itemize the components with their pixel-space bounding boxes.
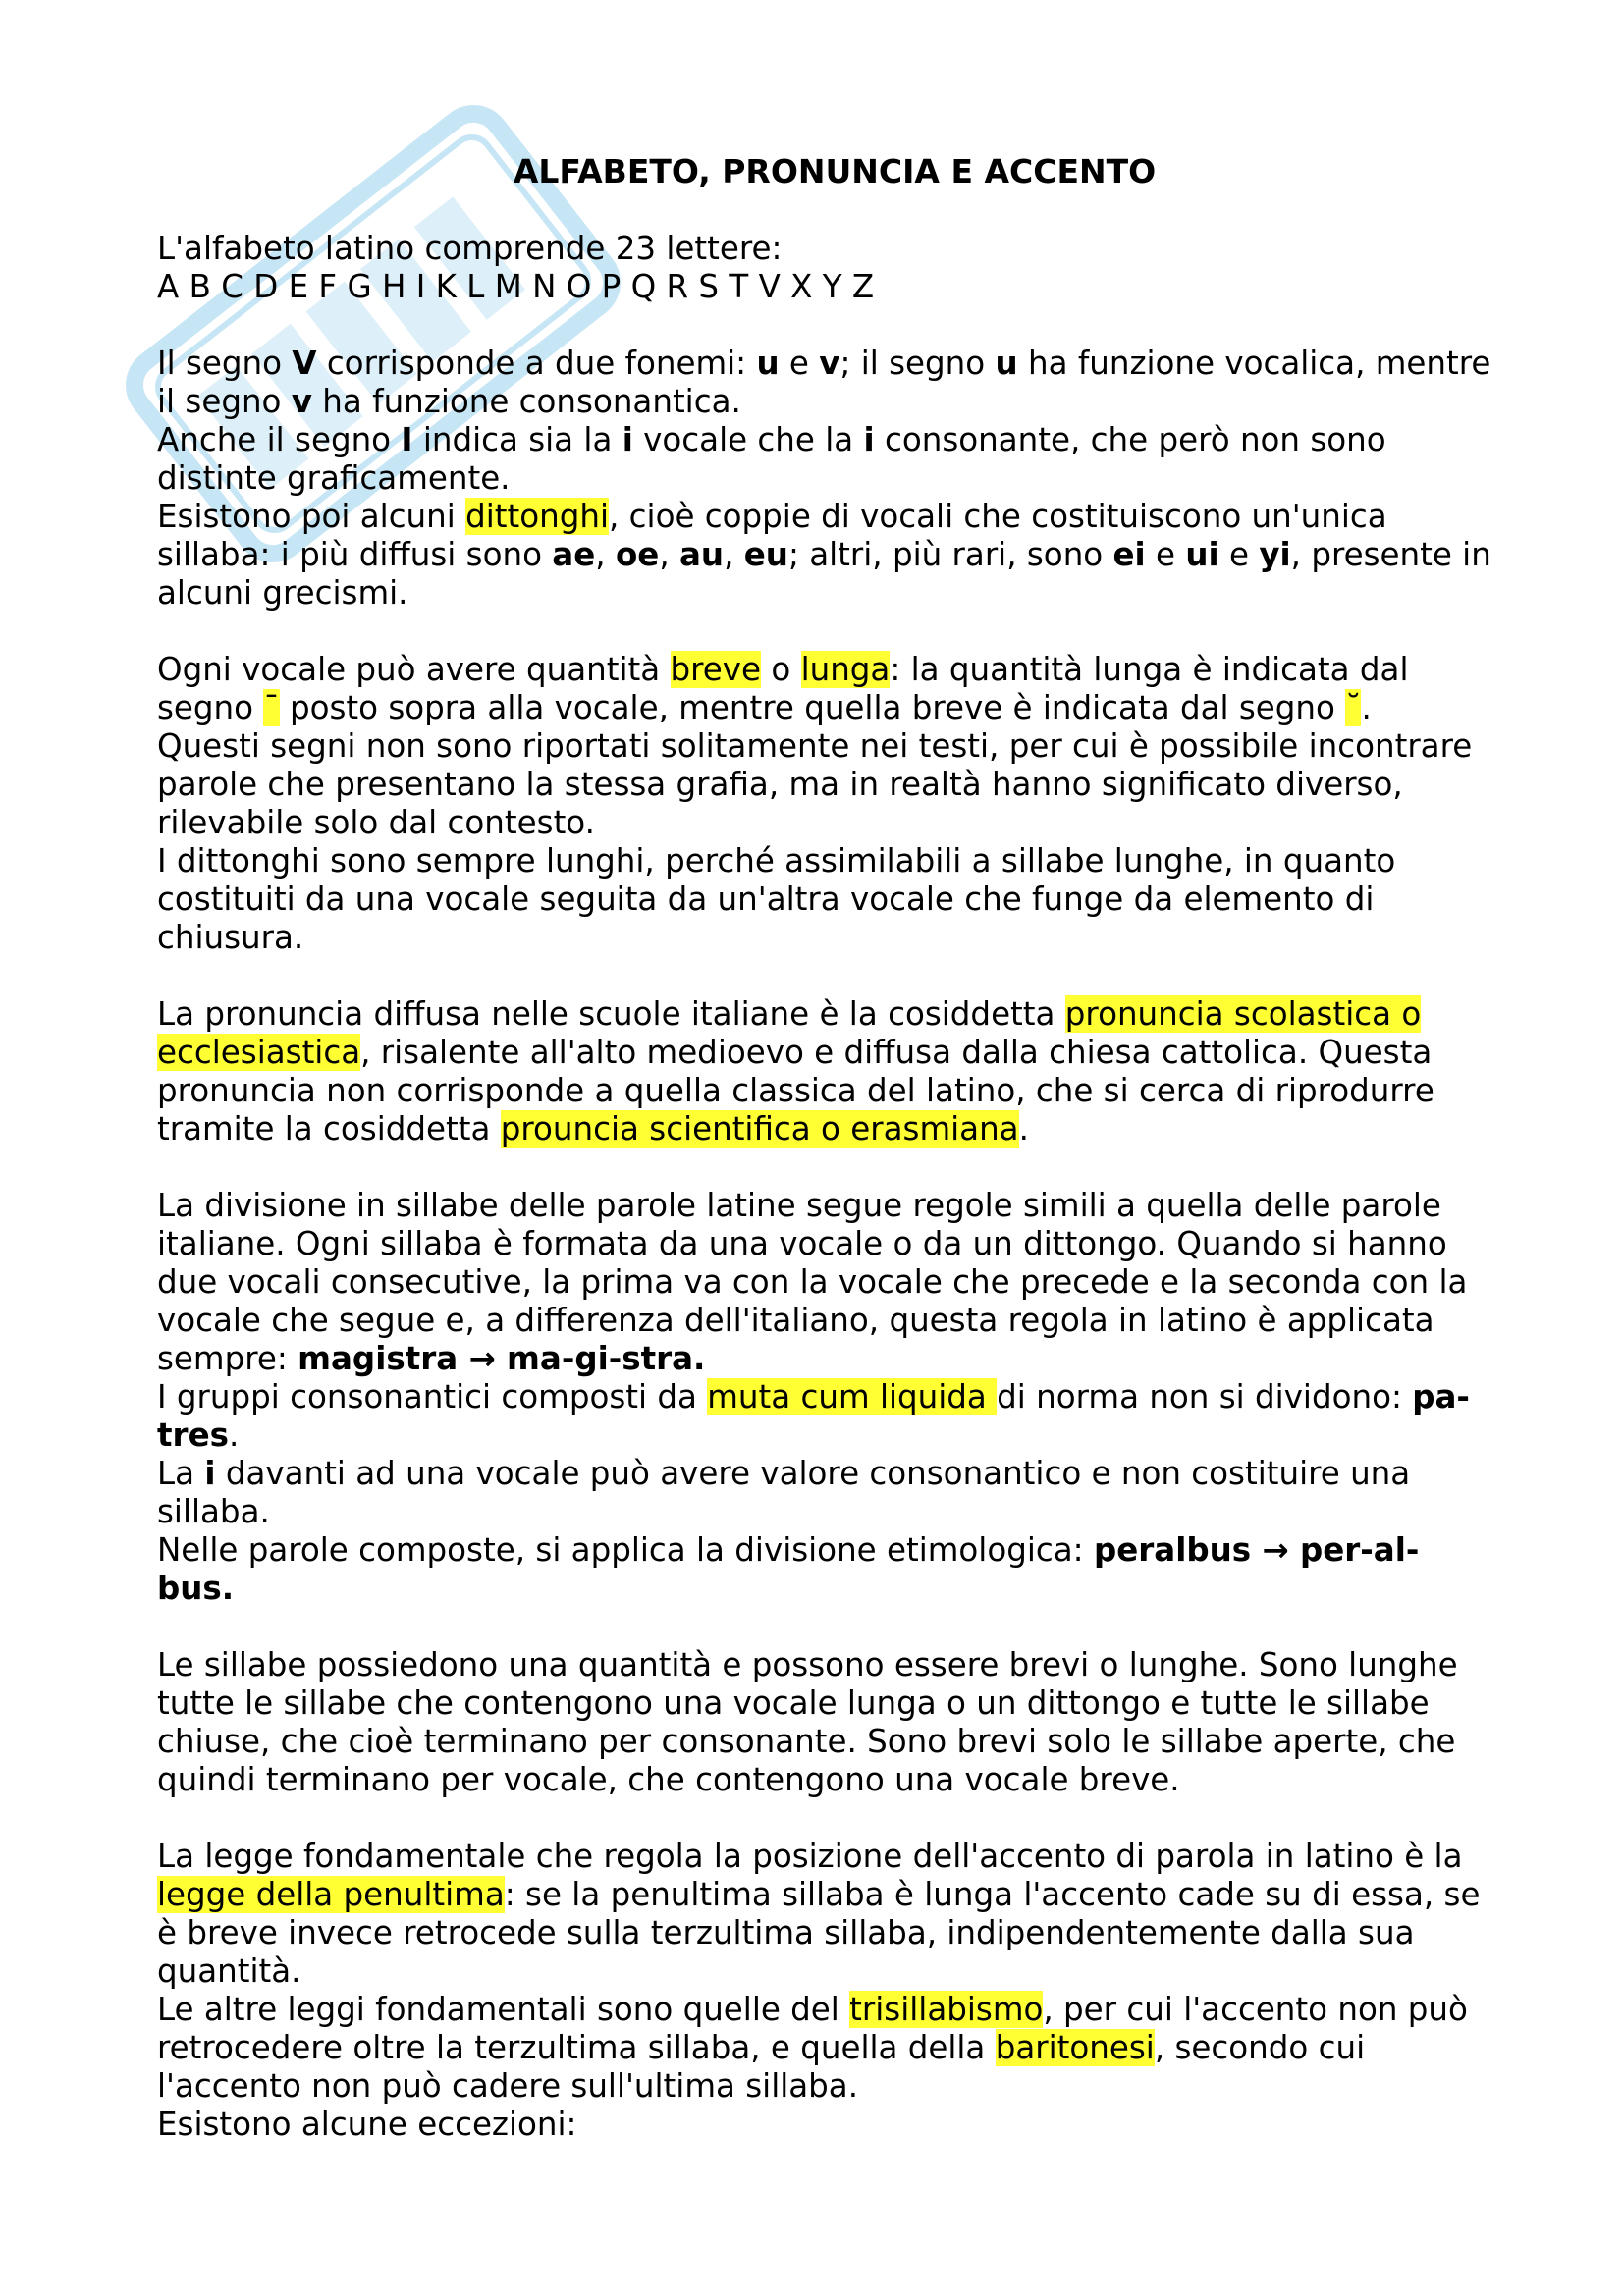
paragraph-quantita: Ogni vocale può avere quantità breve o lunga: la quantità lunga è indicata dal segno ¯ posto sopra alla vocale, mentre quella breve è indicata dal segno ˘. [157,651,1409,726]
paragraph-v: Il segno V corrisponde a due fonemi: u e v; il segno u ha funzione vocalica, mentre il segno v ha funzione consonantica. [157,345,1491,420]
paragraph-i: Anche il segno I indica sia la i vocale che la i consonante, che però non sono distinte graficamente. [157,421,1386,497]
document-page [157,152,1492,2144]
paragraph-i-consonantica: La i davanti ad una vocale può avere valore consonantico e non costituire una sillaba. [157,1455,1411,1530]
paragraph-pronuncia: La pronuncia diffusa nelle scuole italiane è la cosiddetta pronuncia scolastica o ecclesiastica, risalente all'alto medioevo e diffusa dalla chiesa cattolica. Questa pronuncia non corrisponde a quella classica del latino, che si cerca di riprodurre tramite la cosiddetta prouncia scientifica o erasmiana. [157,995,1434,1148]
paragraph-quantita-sillabe: Le sillabe possiedono una quantità e possono essere brevi o lunghe. Sono lunghe tutte le sillabe che contengono una vocale lunga o un dittongo e tutte le sillabe chiuse, che cioè terminano per consonante. Sono brevi solo le sillabe aperte, che quindi terminano per vocale, che contengono una vocale breve. [157,1646,1458,1798]
paragraph-composte: Nelle parole composte, si applica la divisione etimologica: peralbus → per-al-bus. [157,1531,1420,1607]
paragraph-muta-cum-liquida: I gruppi consonantici composti da muta cum liquida di norma non si dividono: pa-tres. [157,1378,1470,1454]
paragraph-segni: Questi segni non sono riportati solitamente nei testi, per cui è possibile incontrare parole che presentano la stessa grafia, ma in realtà hanno significato diverso, rilevabile solo dal contesto. [157,727,1473,841]
paragraph-eccezioni: Esistono alcune eccezioni: [157,2106,577,2143]
paragraph-sillabe: La divisione in sillabe delle parole latine segue regole simili a quella delle parole italiane. Ogni sillaba è formata da una vocale o da un dittongo. Quando si hanno due vocali consecutive, la prima va con la vocale che precede e la seconda con la vocale che segue e, a differenza dell'italiano, questa regola in latino è applicata sempre: magistra → ma-gi-stra. [157,1187,1468,1377]
paragraph-dittonghi: Esistono poi alcuni dittonghi, cioè coppie di vocali che costituiscono un'unica sillaba: i più diffusi sono ae, oe, au, eu; altri, più rari, sono ei e ui e yi, presente in alcuni grecismi. [157,498,1491,612]
paragraph-leggi: Le altre leggi fondamentali sono quelle del trisillabismo, per cui l'accento non può retrocedere oltre la terzultima sillaba, e quella della baritonesi, secondo cui l'accento non può cadere sull'ultima sillaba. [157,1991,1468,2105]
alphabet-intro: L'alfabeto latino comprende 23 lettere: [157,230,783,267]
page-title: ALFABETO, PRONUNCIA E ACCENTO [513,152,1157,190]
paragraph-dittonghi-lunghi: I dittonghi sono sempre lunghi, perché assimilabili a sillabe lunghe, in quanto costituiti da una vocale seguita da un'altra vocale che funge da elemento di chiusura. [157,842,1396,956]
alphabet-letters: A B C D E F G H I K L M N O P Q R S T V X Y Z [157,268,875,305]
paragraph-accento: La legge fondamentale che regola la posizione dell'accento di parola in latino è la legge della penultima: se la penultima sillaba è lunga l'accento cade su di essa, se è breve invece retrocede sulla terzultima sillaba, indipendentemente dalla sua quantità. [157,1838,1481,1990]
